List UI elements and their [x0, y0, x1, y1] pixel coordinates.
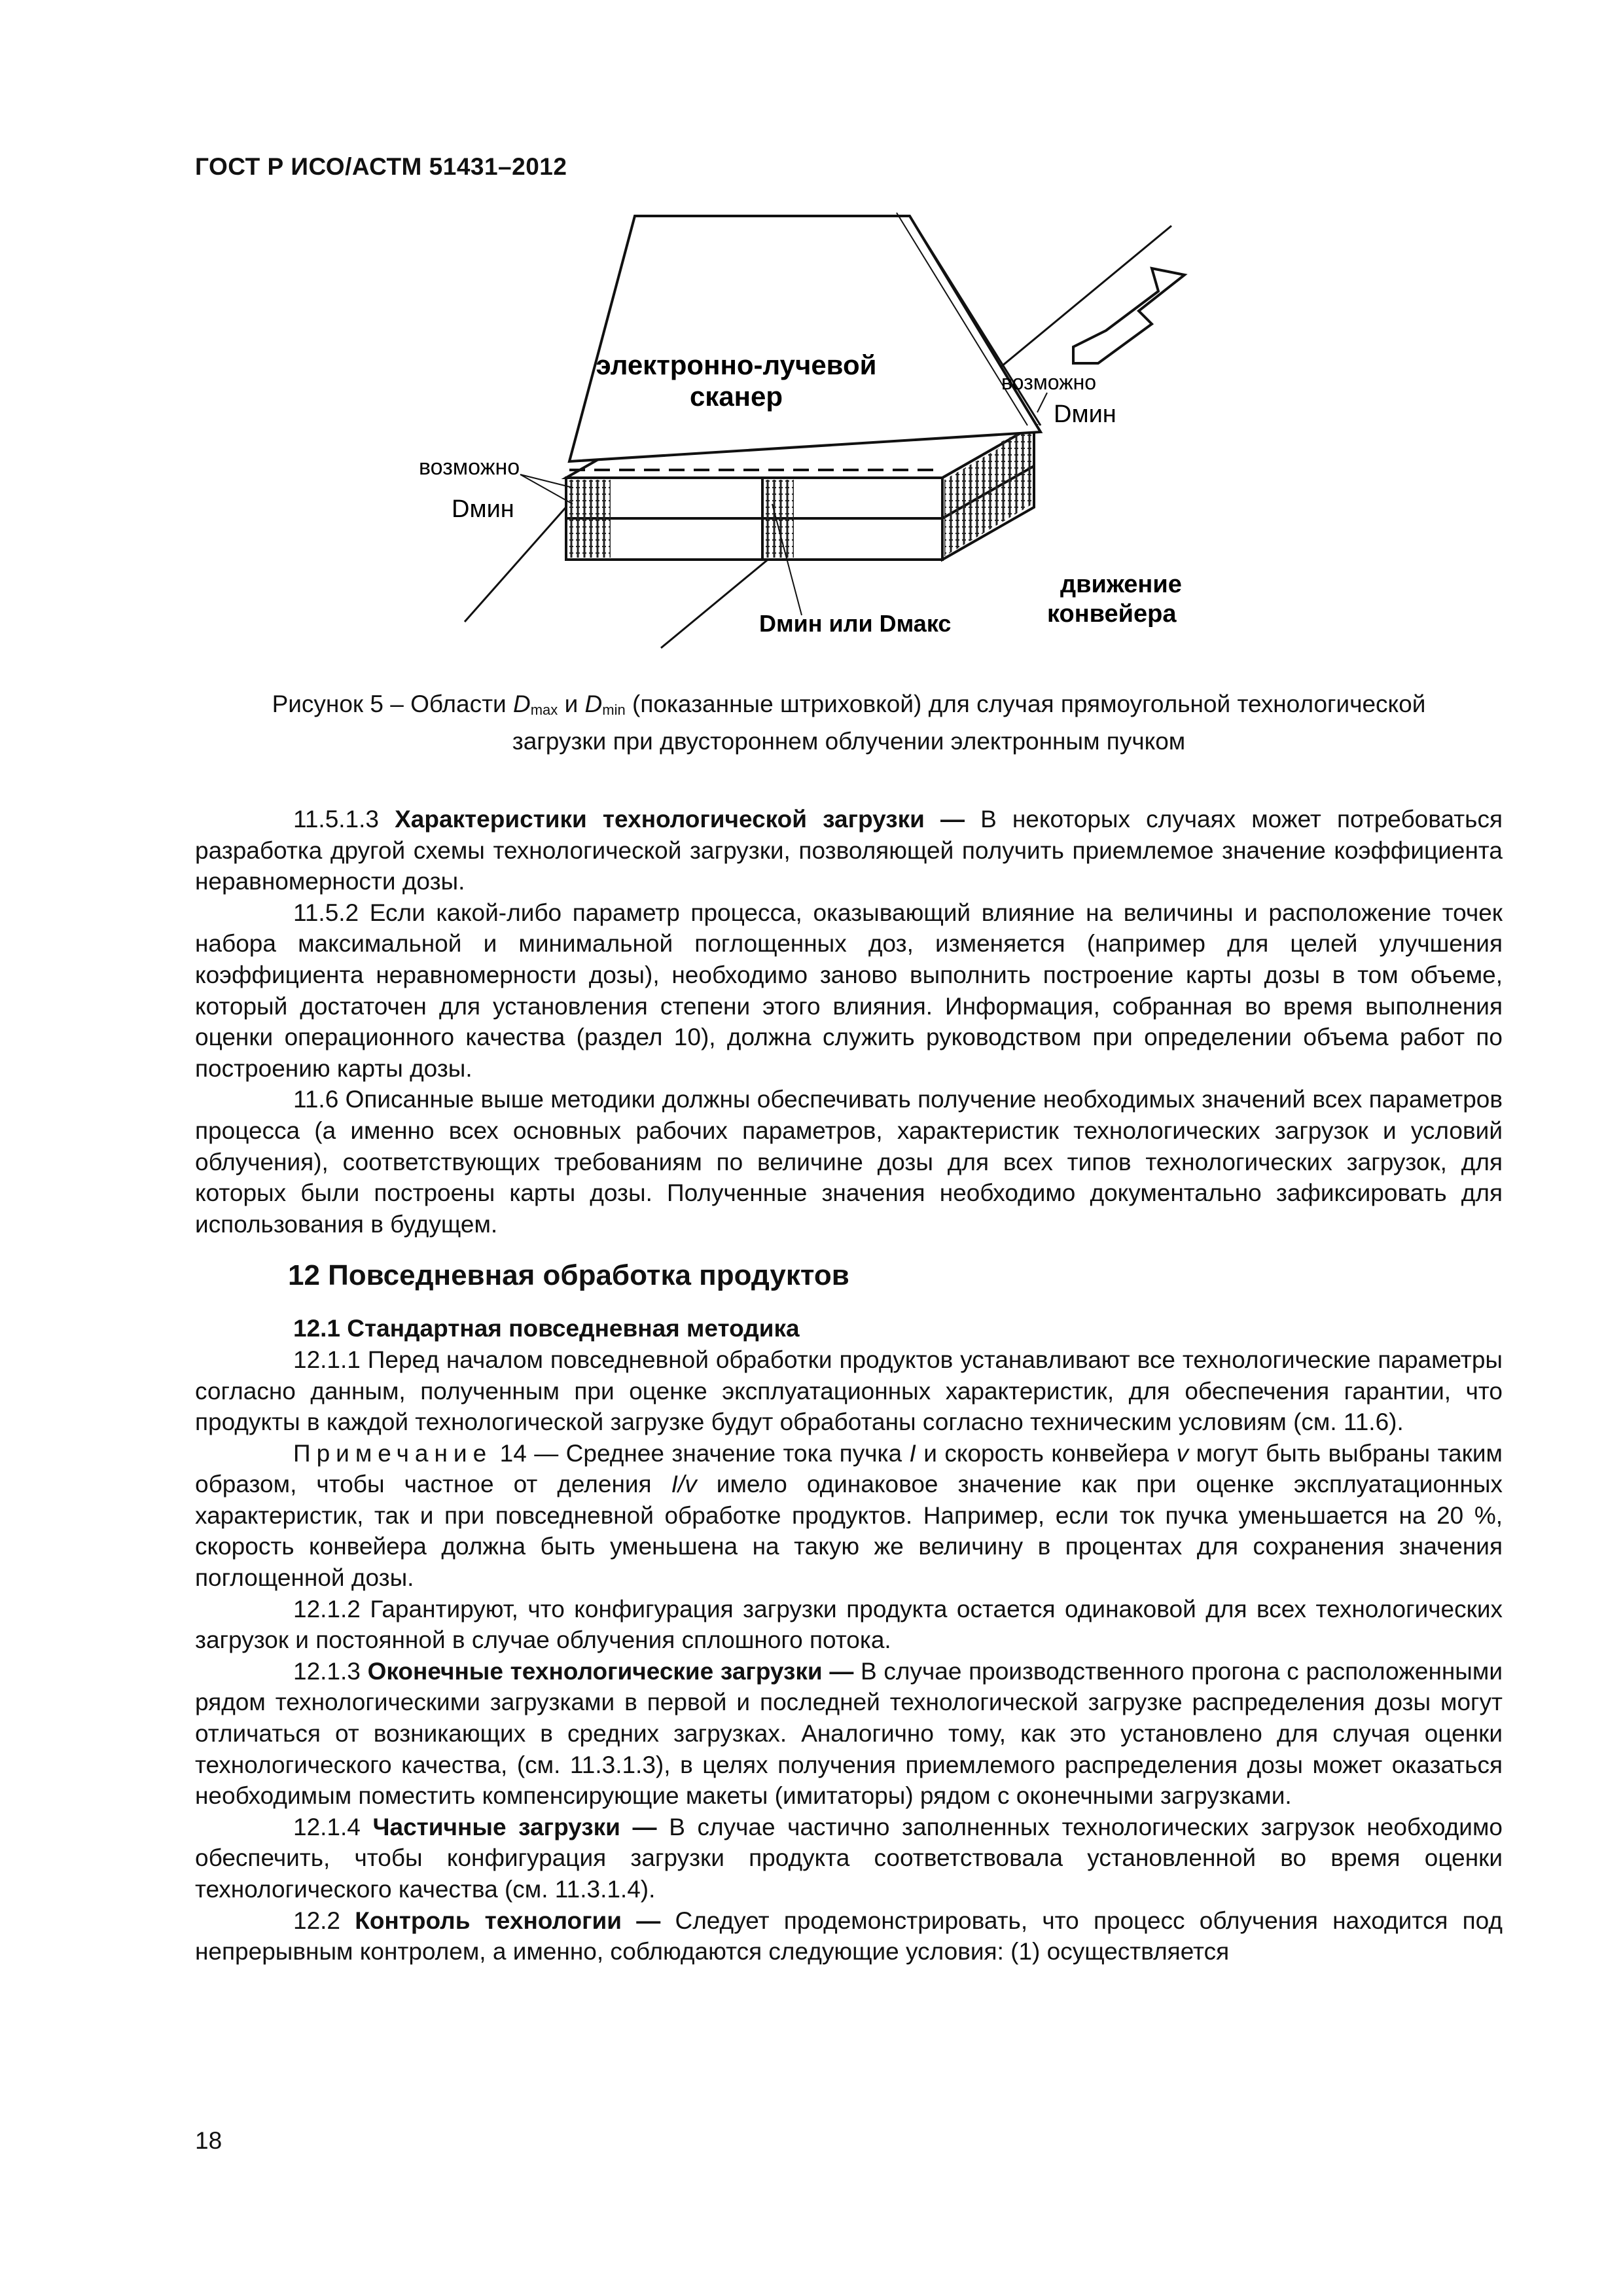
caption-line2: загрузки при двустороннем облучении электронным пучком [512, 728, 1186, 755]
clause-text: В случае производственного прогона с расположенными рядом технологическими загрузками в первой и последней технологической загрузке распределения дозы могут отличаться от возникающих в средних загрузках. Аналогично тому, как это установлено для случая оценки технологического качества, (см. 11.3.1.3), в целях получения приемлемого распределения дозы может оказаться необходимым поместить компенсирующие макеты (имитаторы) рядом с оконечными загрузками. [195, 1657, 1503, 1810]
clause-title: Характеристики технологической загрузки — [395, 806, 965, 833]
label-dmin-or-dmax: Dмин или Dмакс [759, 610, 952, 637]
section-12-heading: 12 Повседневная обработка продуктов [288, 1259, 849, 1292]
note-symbol-iv: I/v [671, 1471, 697, 1498]
clause-number: 12.1.3 [293, 1657, 368, 1685]
label-scanner-line1: электронно-лучевой [596, 350, 877, 380]
note-14 [195, 1438, 1503, 1594]
caption-d2: D [584, 691, 603, 717]
caption-d1-sub: max [530, 702, 558, 718]
label-conveyor-line2: конвейера [1047, 600, 1177, 628]
paragraph-12-1-2: 12.1.2 Гарантируют, что конфигурация загрузки продукта остается одинаковой для всех технологических загрузок и постоянной в случае облучения сплошного потока. [195, 1595, 1503, 1654]
label-dmin-right: Dмин [1054, 401, 1116, 428]
label-dmin-left: Dмин [452, 495, 514, 523]
clause-title: Оконечные технологические загрузки — [367, 1657, 854, 1685]
paragraph-12-2 [195, 1905, 1503, 1967]
note-label: Примечание [293, 1439, 493, 1467]
clause-number: 12.2 [293, 1907, 355, 1934]
hatch-center [764, 480, 794, 558]
document-header: ГОСТ Р ИСО/АСТМ 51431–2012 [195, 153, 567, 180]
hatch-left-face [568, 480, 611, 558]
note-text-c: могут быть выбраны таким образом, чтобы частное от деления [195, 1439, 1503, 1498]
figure-5-diagram [393, 196, 1217, 668]
paragraph-11-5-2: 11.5.2 Если какой-либо параметр процесса, оказывающий влияние на величины и расположение точек набора максимальной и минимальной поглощенных доз, изменяется (например для целей улучшения коэффициента неравномерности дозы), необходимо заново выполнить построение карты дозы в том объеме, который достаточен для установления степени этого влияния. Информация, собранная во время выполнения оценки операционного качества (раздел 10), должна служить руководством при определении объема работ по построению карты дозы. [195, 899, 1503, 1082]
note-symbol-v: v [1176, 1439, 1189, 1467]
paragraph-12-1-1: 12.1.1 Перед началом повседневной обработки продуктов устанавливают все технологические параметры согласно данным, полученным при оценке эксплуатационных характеристик, для обеспечения гарантии, что продукты в каждой технологической загрузке будут обработаны согласно техническим условиям (см. 11.6). [195, 1346, 1503, 1436]
clause-title: Контроль технологии — [355, 1907, 661, 1934]
clause-text: В случае частично заполненных технологических загрузок необходимо обеспечить, чтобы конфигурация загрузки продукта соответствовала установленной во время оценки технологического качества (см. 11.3.1.4). [195, 1813, 1503, 1903]
caption-d2-sub: min [602, 702, 626, 718]
caption-rest: (показанные штриховкой) для случая прямоугольной технологической [625, 691, 1426, 717]
label-possible-right: возможно [1001, 370, 1097, 394]
paragraph-11-5-1-3 [195, 804, 1503, 897]
caption-prefix: Рисунок 5 – Области [272, 691, 513, 717]
page-number: 18 [195, 2127, 223, 2154]
subsection-12-1-heading: 12.1 Стандартная повседневная методика [293, 1315, 800, 1342]
clause-number: 12.1.4 [293, 1813, 373, 1840]
label-conveyor-line1: движение [1060, 571, 1182, 598]
body-text [195, 804, 1503, 1967]
label-scanner-line2: сканер [689, 381, 783, 412]
paragraph-12-1-4 [195, 1812, 1503, 1905]
note-symbol-i: I [909, 1439, 916, 1467]
note-text-d: имело одинаковое значение как при оценке эксплуатационных характеристик, так и при повседневной обработке продуктов. Например, если ток пучка уменьшается на 20 %, скорость конвейера должна быть уменьшена на такую же величину в процентах для сохранения значения поглощенной дозы. [195, 1471, 1503, 1592]
conveyor-direction-arrow [1073, 268, 1185, 363]
clause-text: В некоторых случаях может потребоваться разработка другой схемы технологической загрузки, позволяющей получить приемлемое значение коэффициента неравномерности дозы. [195, 806, 1503, 895]
note-text-a: 14 — Среднее значение тока пучка [492, 1439, 910, 1467]
paragraph-11-6: 11.6 Описанные выше методики должны обеспечивать получение необходимых значений всех параметров процесса (а именно всех основных рабочих параметров, характеристик технологических загрузок и условий облучения), соответствующих требованиям по величине дозы для всех типов технологических загрузок, для которых были построены карты дозы. Полученные значения необходимо документально зафиксировать для использования в будущем. [195, 1086, 1503, 1238]
clause-title: Частичные загрузки — [372, 1813, 657, 1840]
caption-and: и [558, 691, 585, 717]
figure-caption [195, 689, 1503, 757]
clause-text: Следует продемонстрировать, что процесс облучения находится под непрерывным контролем, а именно, соблюдаются следующие условия: (1) осуществляется [195, 1907, 1503, 1965]
clause-number: 11.5.1.3 [293, 806, 395, 833]
paragraph-12-1-3 [195, 1656, 1503, 1812]
electron-beam-scanner [569, 213, 1041, 461]
note-text-b: и скорость конвейера [916, 1439, 1177, 1467]
caption-d1: D [513, 691, 531, 717]
label-possible-left: возможно [419, 455, 520, 480]
